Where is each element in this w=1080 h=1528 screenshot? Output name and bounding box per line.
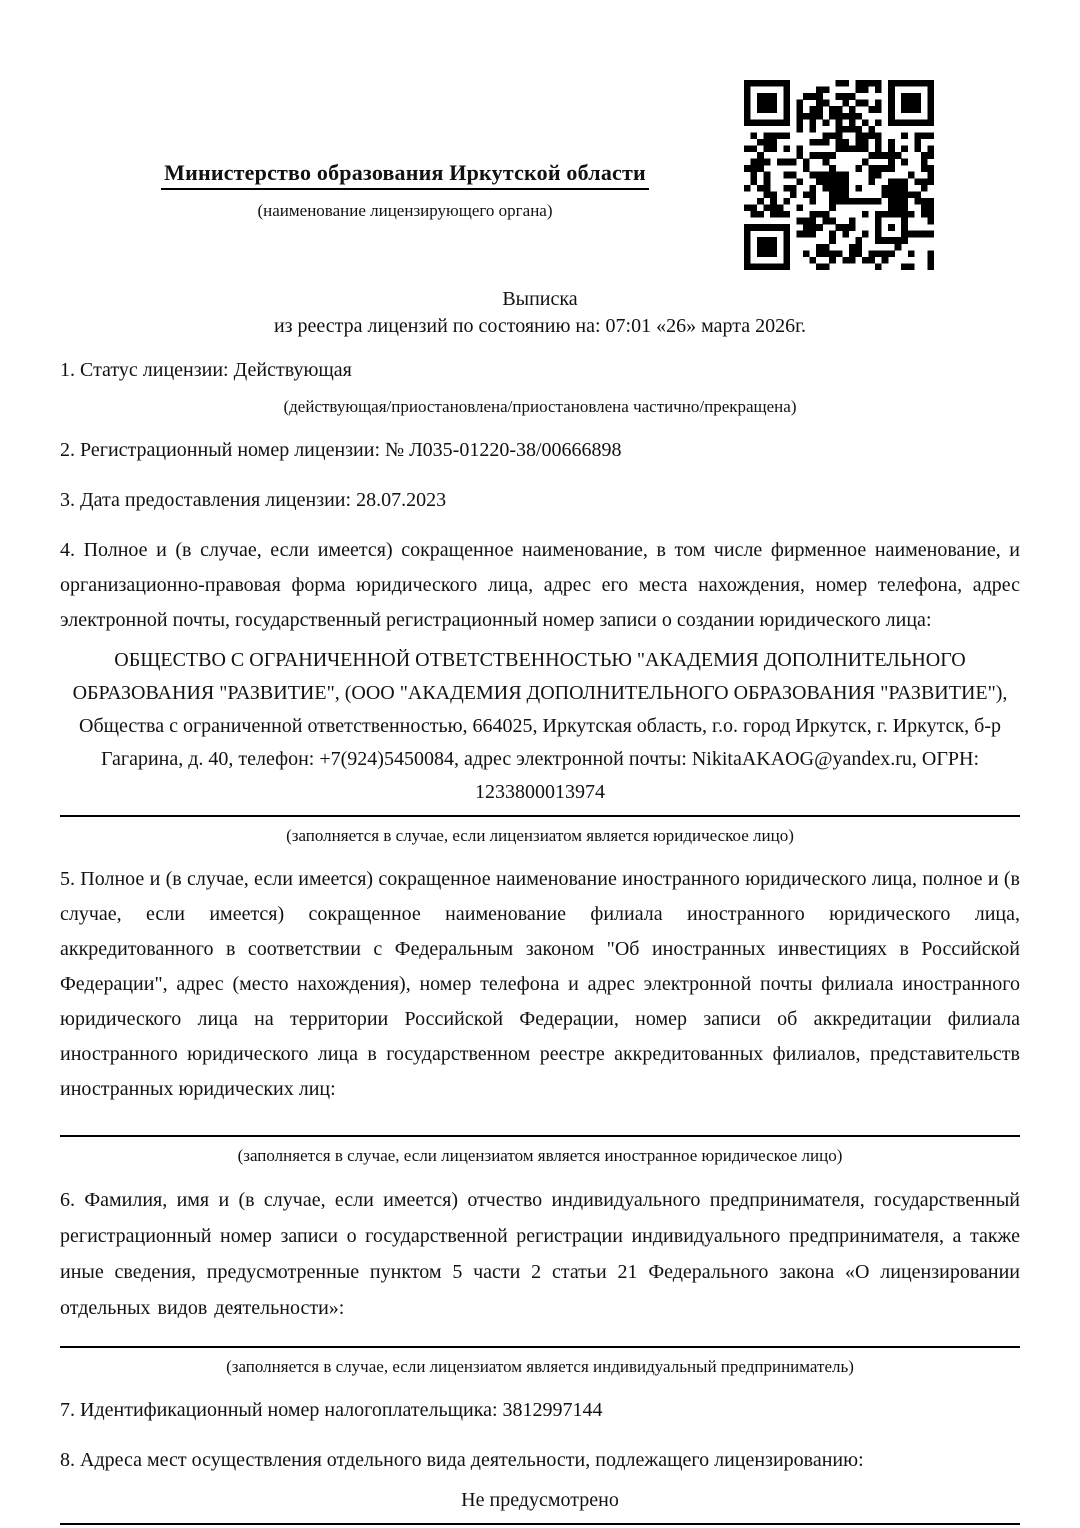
divider-legal-entity: [60, 815, 1020, 817]
field-activity-addresses-label: 8. Адреса мест осуществления отдельного вида деятельности, подлежащего лицензированию:: [60, 1449, 864, 1471]
divider-foreign-entity: [60, 1135, 1020, 1137]
licensing-authority-name: Министерство образования Иркутской области: [161, 160, 649, 190]
divider-entrepreneur: [60, 1346, 1020, 1348]
field-foreign-entity-caption: (заполняется в случае, если лицензиатом является иностранное юридическое лицо): [237, 1146, 843, 1165]
field-entrepreneur-caption: (заполняется в случае, если лицензиатом является индивидуальный предприниматель): [226, 1357, 854, 1376]
document-title: Выписка: [502, 288, 578, 310]
field-license-status-caption: (действующая/приостановлена/приостановлена частично/прекращена): [283, 397, 797, 416]
field-foreign-entity-value: [60, 1107, 1020, 1129]
document-header: [60, 160, 750, 221]
field-legal-entity-caption: (заполняется в случае, если лицензиатом является юридическое лицо): [286, 826, 794, 845]
field-entrepreneur-label: 6. Фамилия, имя и (в случае, если имеется) отчество индивидуального предпринимателя, государственный регистрационный номер записи о государственной регистрации индивидуального предпринимателя, а также иные сведения, предусмотренные пунктом 5 части 2 статьи 21 Федерального закона «О лицензировании отдельных видов деятельности»:: [60, 1189, 1020, 1319]
field-grant-date: 3. Дата предоставления лицензии: 28.07.2023: [60, 489, 447, 511]
field-legal-entity-value: ОБЩЕСТВО С ОГРАНИЧЕННОЙ ОТВЕТСТВЕННОСТЬЮ "АКАДЕМИЯ ДОПОЛНИТЕЛЬНОГО ОБРАЗОВАНИЯ "РАЗВИТИЕ", (ООО "АКАДЕМИЯ ДОПОЛНИТЕЛЬНОГО ОБРАЗОВАНИЯ "РАЗВИТИЕ"), Общества с ограниченной ответственностью, 664025, Иркутская область, г.о. город Иркутск, г. Иркутск, б-р Гагарина, д. 40, телефон: +7(924)5450084, адрес электронной почты: NikitaAKAOG@yandex.ru, ОГРН: 1233800013974: [72, 649, 1008, 803]
field-activity-addresses-value: Не предусмотрено: [461, 1489, 619, 1511]
field-foreign-entity-label: 5. Полное и (в случае, если имеется) сокращенное наименование иностранного юридического лица, полное и (в случае, если имеется) сокращенное наименование филиала иностранного юридического лица, аккредитованного в соответствии с Федеральным законом "Об иностранных инвестициях в Российской Федерации", адрес (место нахождения), номер телефона и адрес электронной почты филиала иностранного юридического лица на территории Российской Федерации, номер записи об аккредитации филиала иностранного юридического лица в государственном реестре аккредитованных филиалов, представительств иностранных юридических лиц:: [60, 868, 1020, 1100]
field-registration-number: 2. Регистрационный номер лицензии: № Л035-01220-38/00666898: [60, 439, 622, 461]
field-legal-entity-label: 4. Полное и (в случае, если имеется) сокращенное наименование, в том числе фирменное наименование, и организационно-правовая форма юридического лица, адрес его места нахождения, номер телефона, адрес электронной почты, государственный регистрационный номер записи о создании юридического лица:: [60, 539, 1020, 631]
licensing-authority-caption: (наименование лицензирующего органа): [257, 201, 553, 220]
field-taxpayer-number: 7. Идентификационный номер налогоплательщика: 3812997144: [60, 1399, 603, 1421]
field-license-status: 1. Статус лицензии: Действующая: [60, 359, 352, 381]
field-entrepreneur-value: [60, 1326, 1020, 1340]
qr-code-icon: [744, 80, 934, 270]
divider-bottom: [60, 1523, 1020, 1525]
document-date-line: из реестра лицензий по состоянию на: 07:01 «26» марта 2026г.: [273, 315, 807, 337]
